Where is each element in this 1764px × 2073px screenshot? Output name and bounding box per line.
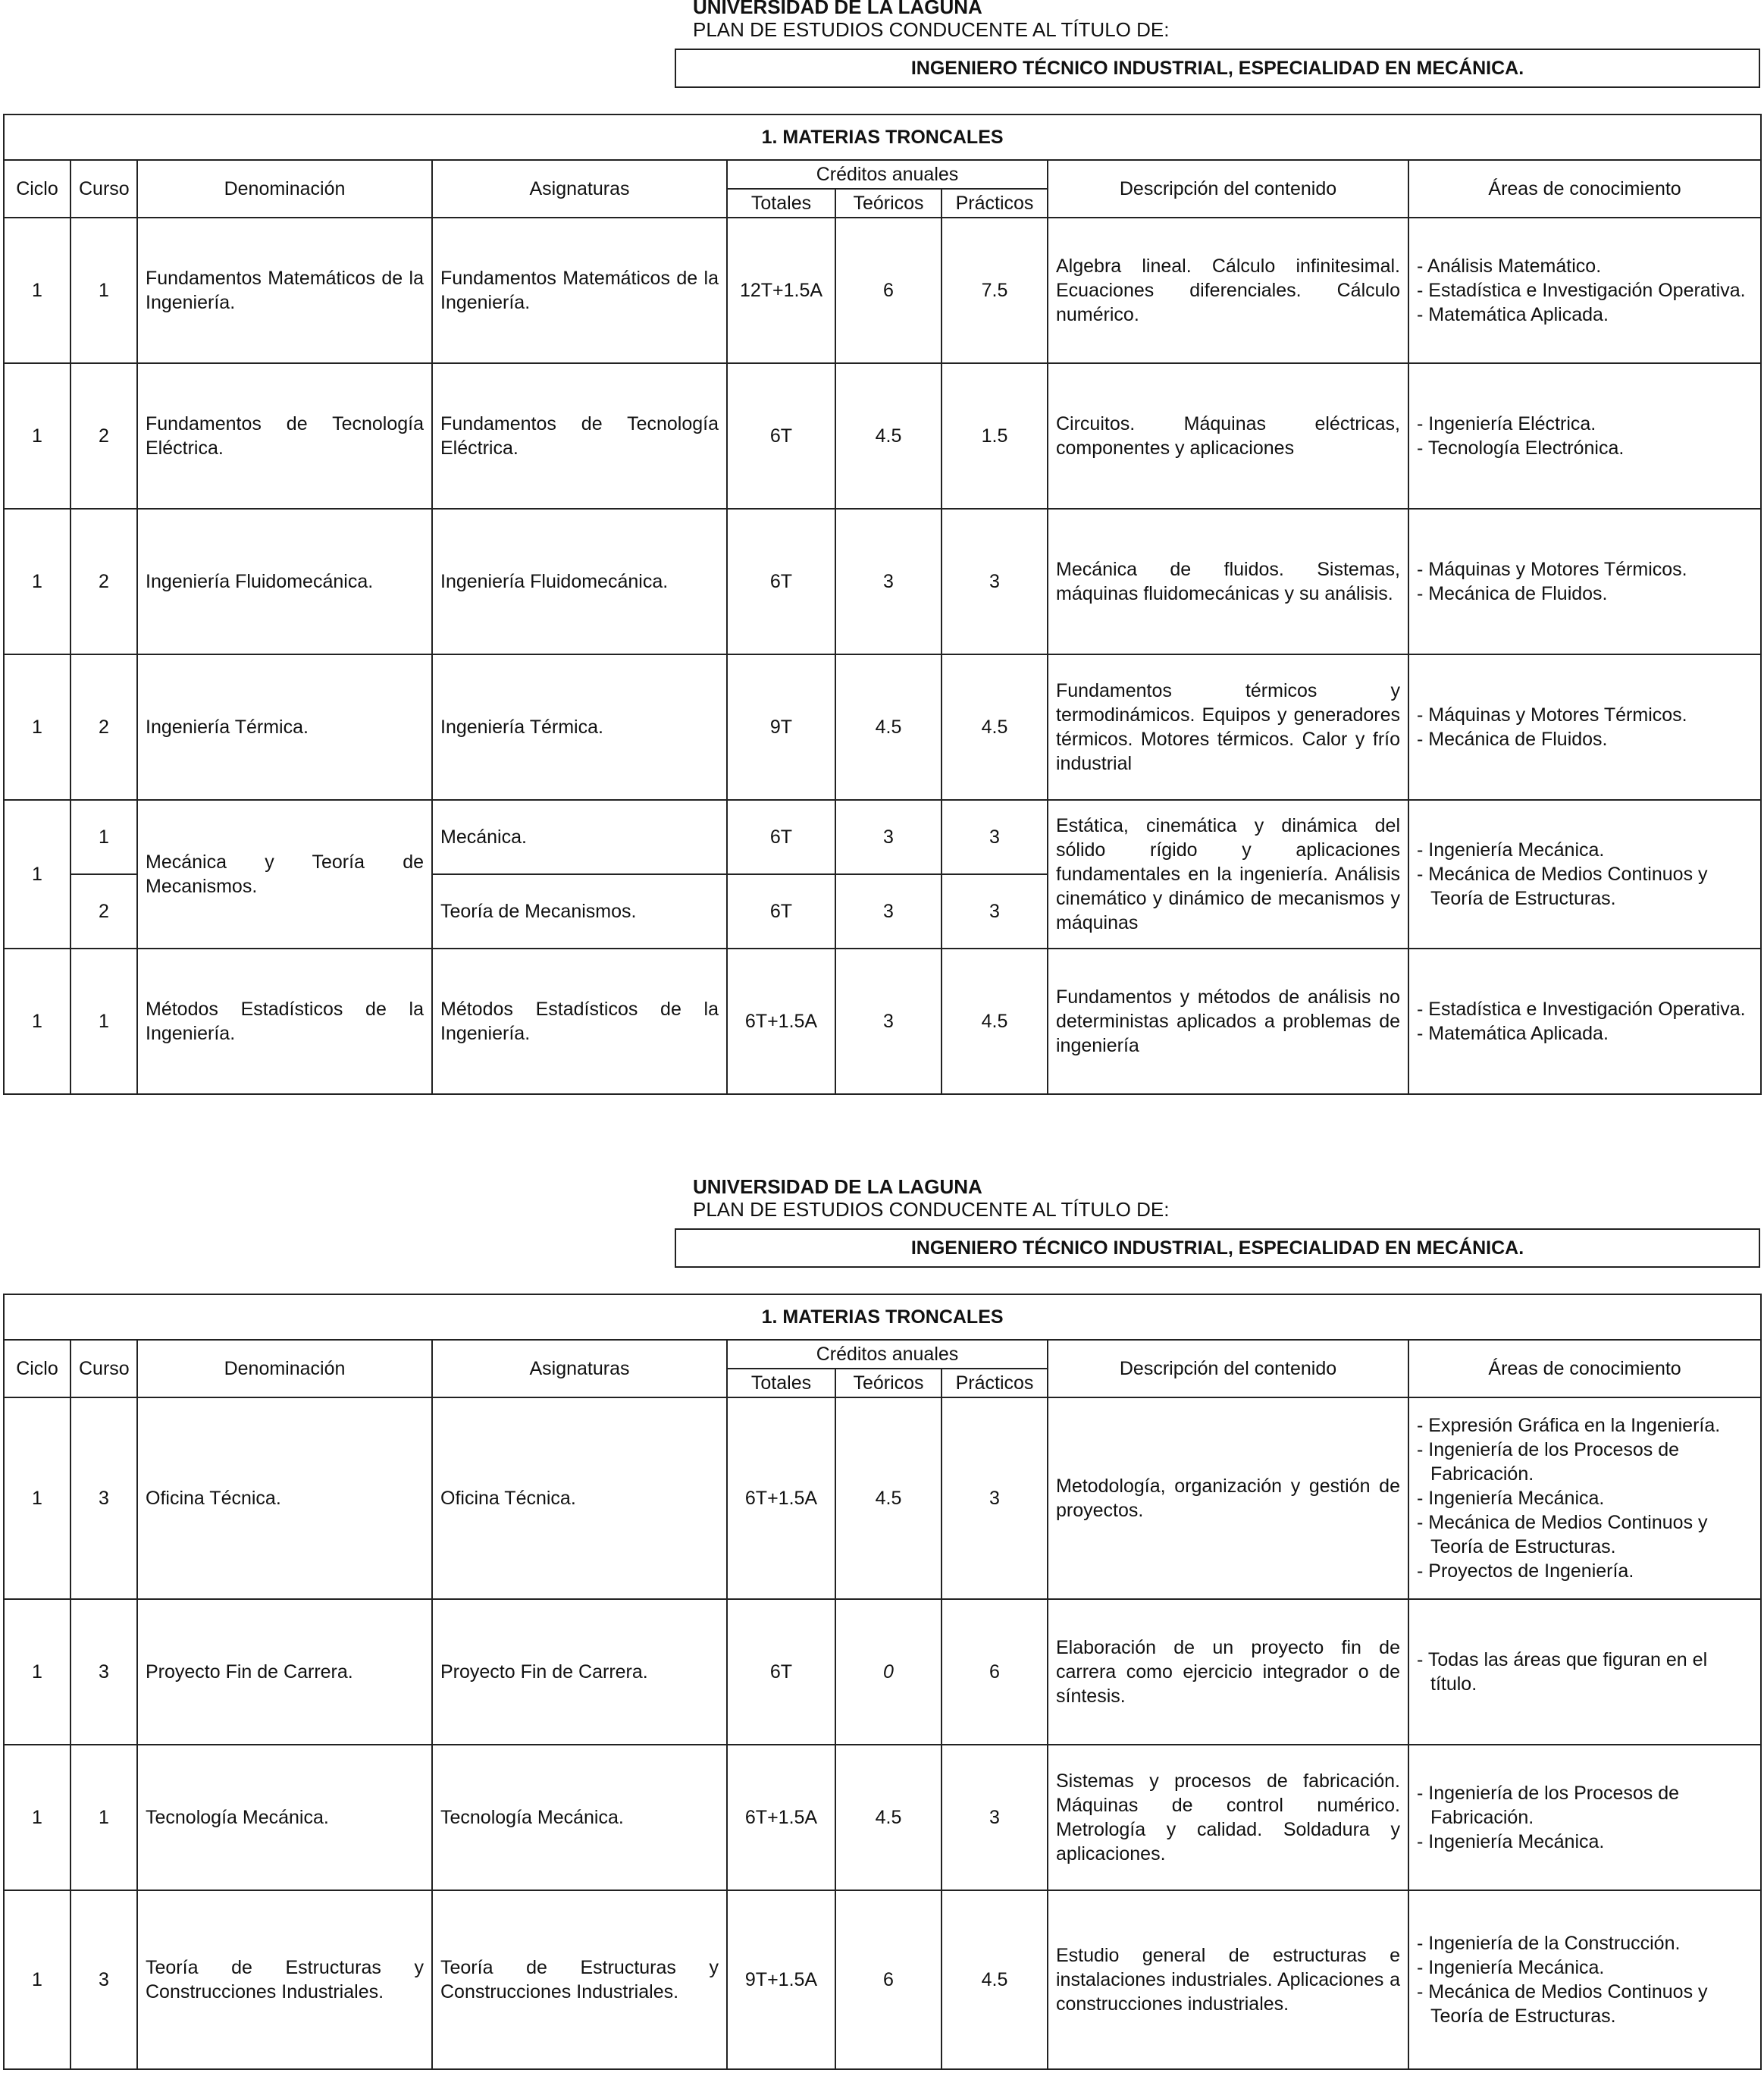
university-name: UNIVERSIDAD DE LA LAGUNA	[693, 0, 982, 18]
cell-practicos: 1.5	[942, 363, 1048, 509]
area-item: - Mecánica de Fluidos.	[1417, 583, 1608, 604]
section-title: 1. MATERIAS TRONCALES	[4, 1294, 1761, 1340]
cell-practicos: 3	[942, 1745, 1048, 1890]
col-header-curso: Curso	[70, 160, 137, 218]
cell-practicos: 6	[942, 1599, 1048, 1745]
cell-descripcion: Sistemas y procesos de fabricación. Máquinas de control numérico. Metrología y calidad. Soldadura y aplicaciones.	[1048, 1745, 1408, 1890]
cell-curso: 1	[70, 1745, 137, 1890]
cell-teoricos: 4.5	[835, 1745, 942, 1890]
cell-totales: 6T	[727, 800, 835, 874]
cell-areas	[1408, 654, 1761, 800]
cell-totales: 6T+1.5A	[727, 949, 835, 1094]
header-block-1	[693, 0, 1169, 41]
table-row	[4, 1599, 1761, 1745]
area-item: - Ingeniería Mecánica.	[1417, 1957, 1605, 1978]
cell-descripcion: Elaboración de un proyecto fin de carrera como ejercicio integrador o de síntesis.	[1048, 1599, 1408, 1745]
cell-descripcion: Metodología, organización y gestión de proyectos.	[1048, 1397, 1408, 1599]
cell-ciclo: 1	[4, 1397, 70, 1599]
area-item: - Ingeniería Mecánica.	[1417, 1831, 1605, 1852]
table-row	[4, 363, 1761, 509]
university-name: UNIVERSIDAD DE LA LAGUNA	[693, 1175, 982, 1198]
cell-areas	[1408, 800, 1761, 949]
cell-areas	[1408, 1397, 1761, 1599]
cell-ciclo: 1	[4, 1599, 70, 1745]
col-header-totales: Totales	[727, 189, 835, 218]
cell-teoricos: 4.5	[835, 1397, 942, 1599]
plan-title: PLAN DE ESTUDIOS CONDUCENTE AL TÍTULO DE:	[693, 18, 1170, 41]
col-header-denominacion: Denominación	[137, 160, 432, 218]
cell-curso: 1	[70, 800, 137, 874]
cell-practicos: 3	[942, 1397, 1048, 1599]
cell-asignatura: Fundamentos de Tecnología Eléctrica.	[432, 363, 727, 509]
cell-asignatura: Oficina Técnica.	[432, 1397, 727, 1599]
cell-curso: 3	[70, 1599, 137, 1745]
area-item: - Expresión Gráfica en la Ingeniería.	[1417, 1415, 1721, 1436]
cell-descripcion: Mecánica de fluidos. Sistemas, máquinas fluidomecánicas y su análisis.	[1048, 509, 1408, 654]
area-item: - Mecánica de Medios Continuos y Teoría de Estructuras.	[1417, 1981, 1708, 2027]
col-header-teoricos: Teóricos	[835, 1369, 942, 1397]
cell-teoricos: 3	[835, 509, 942, 654]
cell-practicos: 3	[942, 874, 1048, 949]
table-row	[4, 1397, 1761, 1599]
cell-denominacion: Proyecto Fin de Carrera.	[137, 1599, 432, 1745]
cell-denominacion: Fundamentos Matemáticos de la Ingeniería.	[137, 218, 432, 363]
cell-ciclo: 1	[4, 1890, 70, 2069]
area-item: - Máquinas y Motores Térmicos.	[1417, 704, 1687, 726]
cell-curso: 1	[70, 949, 137, 1094]
cell-areas	[1408, 509, 1761, 654]
cell-curso: 3	[70, 1890, 137, 2069]
cell-totales: 6T+1.5A	[727, 1397, 835, 1599]
area-item: - Tecnología Electrónica.	[1417, 437, 1625, 459]
area-item: - Todas las áreas que figuran en el título.	[1417, 1649, 1708, 1695]
cell-denominacion: Métodos Estadísticos de la Ingeniería.	[137, 949, 432, 1094]
col-header-curso: Curso	[70, 1340, 137, 1397]
cell-areas	[1408, 949, 1761, 1094]
header-block-2	[693, 1175, 1169, 1221]
cell-practicos: 4.5	[942, 1890, 1048, 2069]
area-item: - Estadística e Investigación Operativa.	[1417, 280, 1746, 301]
table-row	[4, 1890, 1761, 2069]
cell-curso: 2	[70, 874, 137, 949]
col-header-denominacion: Denominación	[137, 1340, 432, 1397]
col-header-asignaturas: Asignaturas	[432, 1340, 727, 1397]
cell-asignatura: Proyecto Fin de Carrera.	[432, 1599, 727, 1745]
area-item: - Ingeniería Mecánica.	[1417, 1488, 1605, 1509]
cell-totales: 6T+1.5A	[727, 1745, 835, 1890]
cell-descripcion: Fundamentos térmicos y termodinámicos. Equipos y generadores térmicos. Motores térmicos. Calor y frío industrial	[1048, 654, 1408, 800]
col-header-teoricos: Teóricos	[835, 189, 942, 218]
cell-areas	[1408, 363, 1761, 509]
cell-ciclo: 1	[4, 654, 70, 800]
area-item: - Matemática Aplicada.	[1417, 1023, 1609, 1044]
cell-asignatura: Métodos Estadísticos de la Ingeniería.	[432, 949, 727, 1094]
cell-teoricos: 3	[835, 874, 942, 949]
cell-teoricos: 6	[835, 218, 942, 363]
cell-practicos: 4.5	[942, 949, 1048, 1094]
area-item: - Mecánica de Medios Continuos y Teoría de Estructuras.	[1417, 1512, 1708, 1557]
cell-denominacion: Fundamentos de Tecnología Eléctrica.	[137, 363, 432, 509]
cell-teoricos: 4.5	[835, 363, 942, 509]
cell-curso: 1	[70, 218, 137, 363]
cell-descripcion: Fundamentos y métodos de análisis no deterministas aplicados a problemas de ingeniería	[1048, 949, 1408, 1094]
cell-areas	[1408, 1745, 1761, 1890]
cell-areas	[1408, 1890, 1761, 2069]
area-item: - Ingeniería de los Procesos de Fabricación.	[1417, 1783, 1680, 1828]
cell-totales: 6T	[727, 1599, 835, 1745]
area-item: - Ingeniería Mecánica.	[1417, 839, 1605, 861]
cell-totales: 9T	[727, 654, 835, 800]
troncales-table-2	[3, 1294, 1762, 2070]
cell-descripcion: Algebra lineal. Cálculo infinitesimal. Ecuaciones diferenciales. Cálculo numérico.	[1048, 218, 1408, 363]
cell-ciclo: 1	[4, 509, 70, 654]
cell-ciclo: 1	[4, 800, 70, 949]
col-header-creditos: Créditos anuales	[727, 1340, 1048, 1369]
cell-curso: 2	[70, 509, 137, 654]
cell-curso: 2	[70, 654, 137, 800]
cell-asignatura: Mecánica.	[432, 800, 727, 874]
cell-descripcion: Estudio general de estructuras e instalaciones industriales. Aplicaciones a construcciones industriales.	[1048, 1890, 1408, 2069]
cell-asignatura: Teoría de Estructuras y Construcciones Industriales.	[432, 1890, 727, 2069]
area-item: - Matemática Aplicada.	[1417, 304, 1609, 325]
cell-ciclo: 1	[4, 949, 70, 1094]
cell-totales: 9T+1.5A	[727, 1890, 835, 2069]
area-item: - Análisis Matemático.	[1417, 256, 1602, 277]
cell-descripcion: Circuitos. Máquinas eléctricas, componentes y aplicaciones	[1048, 363, 1408, 509]
degree-title: INGENIERO TÉCNICO INDUSTRIAL, ESPECIALIDAD EN MECÁNICA.	[675, 1228, 1760, 1268]
cell-teoricos: 3	[835, 949, 942, 1094]
cell-denominacion: Teoría de Estructuras y Construcciones Industriales.	[137, 1890, 432, 2069]
cell-areas	[1408, 218, 1761, 363]
cell-ciclo: 1	[4, 1745, 70, 1890]
col-header-totales: Totales	[727, 1369, 835, 1397]
cell-ciclo: 1	[4, 218, 70, 363]
cell-practicos: 4.5	[942, 654, 1048, 800]
cell-asignatura: Ingeniería Fluidomecánica.	[432, 509, 727, 654]
cell-denominacion: Mecánica y Teoría de Mecanismos.	[137, 800, 432, 949]
area-item: - Ingeniería de los Procesos de Fabricación.	[1417, 1439, 1680, 1485]
area-item: - Máquinas y Motores Térmicos.	[1417, 559, 1687, 580]
col-header-areas: Áreas de conocimiento	[1408, 160, 1761, 218]
col-header-areas: Áreas de conocimiento	[1408, 1340, 1761, 1397]
cell-teoricos: 6	[835, 1890, 942, 2069]
area-item: - Proyectos de Ingeniería.	[1417, 1560, 1634, 1582]
col-header-practicos: Prácticos	[942, 1369, 1048, 1397]
cell-practicos: 7.5	[942, 218, 1048, 363]
col-header-descripcion: Descripción del contenido	[1048, 160, 1408, 218]
table-row	[4, 800, 1761, 874]
col-header-asignaturas: Asignaturas	[432, 160, 727, 218]
cell-totales: 12T+1.5A	[727, 218, 835, 363]
cell-teoricos: 3	[835, 800, 942, 874]
section-title: 1. MATERIAS TRONCALES	[4, 114, 1761, 160]
table-row	[4, 949, 1761, 1094]
col-header-ciclo: Ciclo	[4, 160, 70, 218]
cell-totales: 6T	[727, 363, 835, 509]
table-row	[4, 654, 1761, 800]
area-item: - Estadística e Investigación Operativa.	[1417, 999, 1746, 1020]
cell-areas	[1408, 1599, 1761, 1745]
col-header-descripcion: Descripción del contenido	[1048, 1340, 1408, 1397]
area-item: - Ingeniería de la Construcción.	[1417, 1933, 1681, 1954]
cell-denominacion: Tecnología Mecánica.	[137, 1745, 432, 1890]
cell-practicos: 3	[942, 800, 1048, 874]
cell-asignatura: Teoría de Mecanismos.	[432, 874, 727, 949]
area-item: - Ingeniería Eléctrica.	[1417, 413, 1596, 434]
area-item: - Mecánica de Medios Continuos y Teoría de Estructuras.	[1417, 864, 1708, 909]
table-row	[4, 509, 1761, 654]
table-row	[4, 218, 1761, 363]
cell-asignatura: Tecnología Mecánica.	[432, 1745, 727, 1890]
cell-denominacion: Ingeniería Térmica.	[137, 654, 432, 800]
table-row	[4, 1745, 1761, 1890]
cell-asignatura: Ingeniería Térmica.	[432, 654, 727, 800]
cell-ciclo: 1	[4, 363, 70, 509]
area-item: - Mecánica de Fluidos.	[1417, 729, 1608, 750]
plan-title: PLAN DE ESTUDIOS CONDUCENTE AL TÍTULO DE:	[693, 1198, 1170, 1221]
cell-totales: 6T	[727, 874, 835, 949]
cell-asignatura: Fundamentos Matemáticos de la Ingeniería.	[432, 218, 727, 363]
col-header-practicos: Prácticos	[942, 189, 1048, 218]
col-header-creditos: Créditos anuales	[727, 160, 1048, 189]
cell-totales: 6T	[727, 509, 835, 654]
cell-denominacion: Ingeniería Fluidomecánica.	[137, 509, 432, 654]
cell-practicos: 3	[942, 509, 1048, 654]
cell-curso: 3	[70, 1397, 137, 1599]
troncales-table-1	[3, 114, 1762, 1095]
col-header-ciclo: Ciclo	[4, 1340, 70, 1397]
cell-teoricos: 0	[835, 1599, 942, 1745]
cell-teoricos: 4.5	[835, 654, 942, 800]
degree-title: INGENIERO TÉCNICO INDUSTRIAL, ESPECIALIDAD EN MECÁNICA.	[675, 49, 1760, 88]
cell-denominacion: Oficina Técnica.	[137, 1397, 432, 1599]
cell-curso: 2	[70, 363, 137, 509]
cell-descripcion: Estática, cinemática y dinámica del sólido rígido y aplicaciones fundamentales en la ingeniería. Análisis cinemático y dinámico de mecanismos y máquinas	[1048, 800, 1408, 949]
